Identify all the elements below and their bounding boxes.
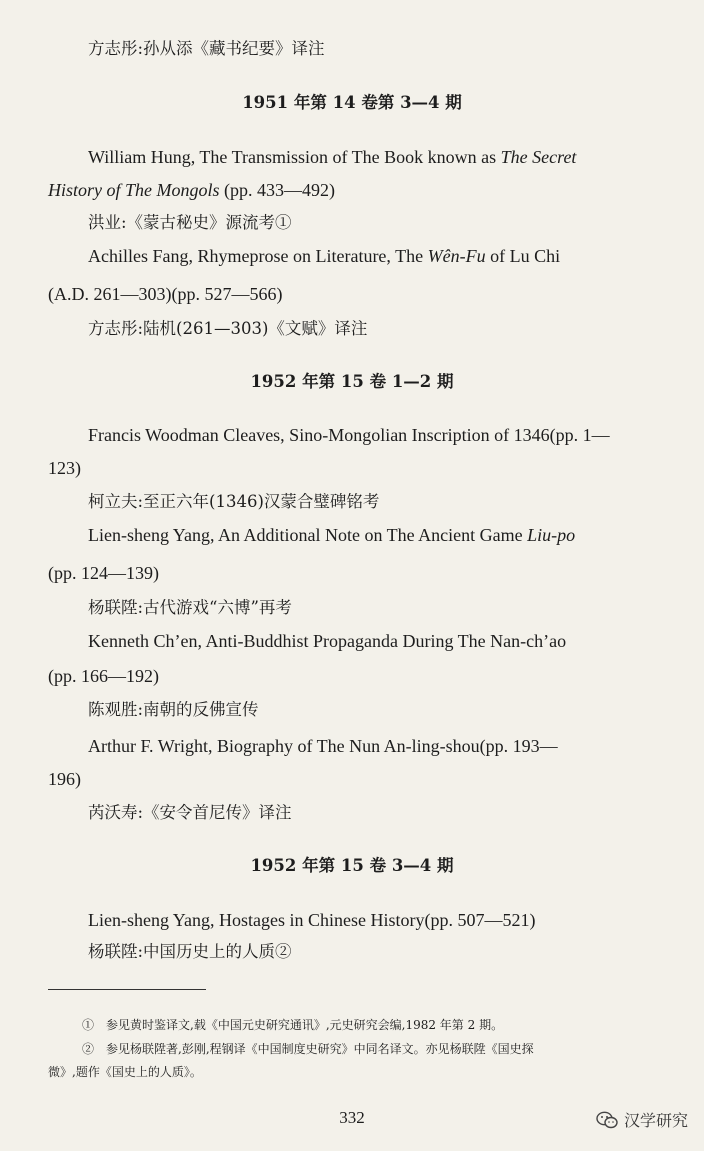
text-line: 123)	[48, 458, 81, 478]
text-span: William Hung, The Transmission of The Book known as	[88, 147, 501, 167]
text-line: 陈观胜:南朝的反佛宣传	[88, 700, 259, 719]
section-heading: 1951 年第 14 卷第 3—4 期	[242, 93, 462, 112]
watermark-label: 汉学研究	[623, 1111, 688, 1130]
wechat-icon	[596, 1111, 618, 1129]
footnote-continuation: 微》,题作《国史上的人质》。	[48, 1065, 202, 1079]
text-line: 洪业:《蒙古秘史》源流考①	[88, 213, 292, 232]
footnote-divider	[48, 989, 206, 990]
text-line: 方志彤:陆机(261—303)《文赋》译注	[88, 319, 368, 338]
section-heading: 1952 年第 15 卷 1—2 期	[250, 372, 454, 391]
source-watermark	[596, 1108, 688, 1131]
text-line: 杨联陞:古代游戏“六博”再考	[88, 598, 292, 617]
text-line: Kenneth Ch’en, Anti-Buddhist Propaganda During The Nan-ch’ao	[88, 631, 567, 651]
page-number: 332	[339, 1108, 365, 1127]
text-span: Lien-sheng Yang, An Additional Note on The Ancient Game	[88, 525, 528, 545]
text-line: (A.D. 261—303)(pp. 527—566)	[48, 284, 283, 304]
text-line	[48, 179, 335, 201]
text-line: 196)	[48, 769, 81, 789]
text-line: Lien-sheng Yang, Hostages in Chinese History(pp. 507—521)	[88, 910, 536, 930]
text-line: Arthur F. Wright, Biography of The Nun An-ling-shou(pp. 193—	[88, 736, 558, 756]
section-heading: 1952 年第 15 卷 3—4 期	[250, 856, 454, 875]
text-line: (pp. 124—139)	[48, 563, 159, 583]
text-line: 方志彤:孙从添《藏书纪要》译注	[88, 39, 325, 58]
text-line: (pp. 166—192)	[48, 666, 159, 686]
text-line	[88, 245, 560, 267]
text-line	[88, 524, 575, 546]
italic-title: Liu-po	[527, 525, 576, 545]
text-line: 柯立夫:至正六年(1346)汉蒙合璧碑铭考	[88, 492, 380, 511]
footnote: ① 参见黄时鉴译文,载《中国元史研究通讯》,元史研究会编,1982 年第 2 期。	[82, 1018, 504, 1032]
italic-title: Wên-Fu	[427, 246, 486, 266]
text-line	[88, 146, 576, 168]
text-line: 芮沃寿:《安令首尼传》译注	[88, 803, 292, 822]
italic-title: History of The Mongols	[48, 180, 220, 200]
text-span: Achilles Fang, Rhymeprose on Literature, The	[88, 246, 428, 266]
text-span: (pp. 433—492)	[219, 180, 336, 200]
text-line: Francis Woodman Cleaves, Sino-Mongolian Inscription of 1346(pp. 1—	[88, 425, 610, 445]
text-span: of Lu Chi	[485, 246, 561, 266]
italic-title: The Secret	[500, 147, 577, 167]
footnote: ② 参见杨联陞著,彭刚,程钢译《中国制度史研究》中同名译文。亦见杨联陞《国史探	[82, 1042, 534, 1056]
text-line: 杨联陞:中国历史上的人质②	[88, 942, 292, 961]
